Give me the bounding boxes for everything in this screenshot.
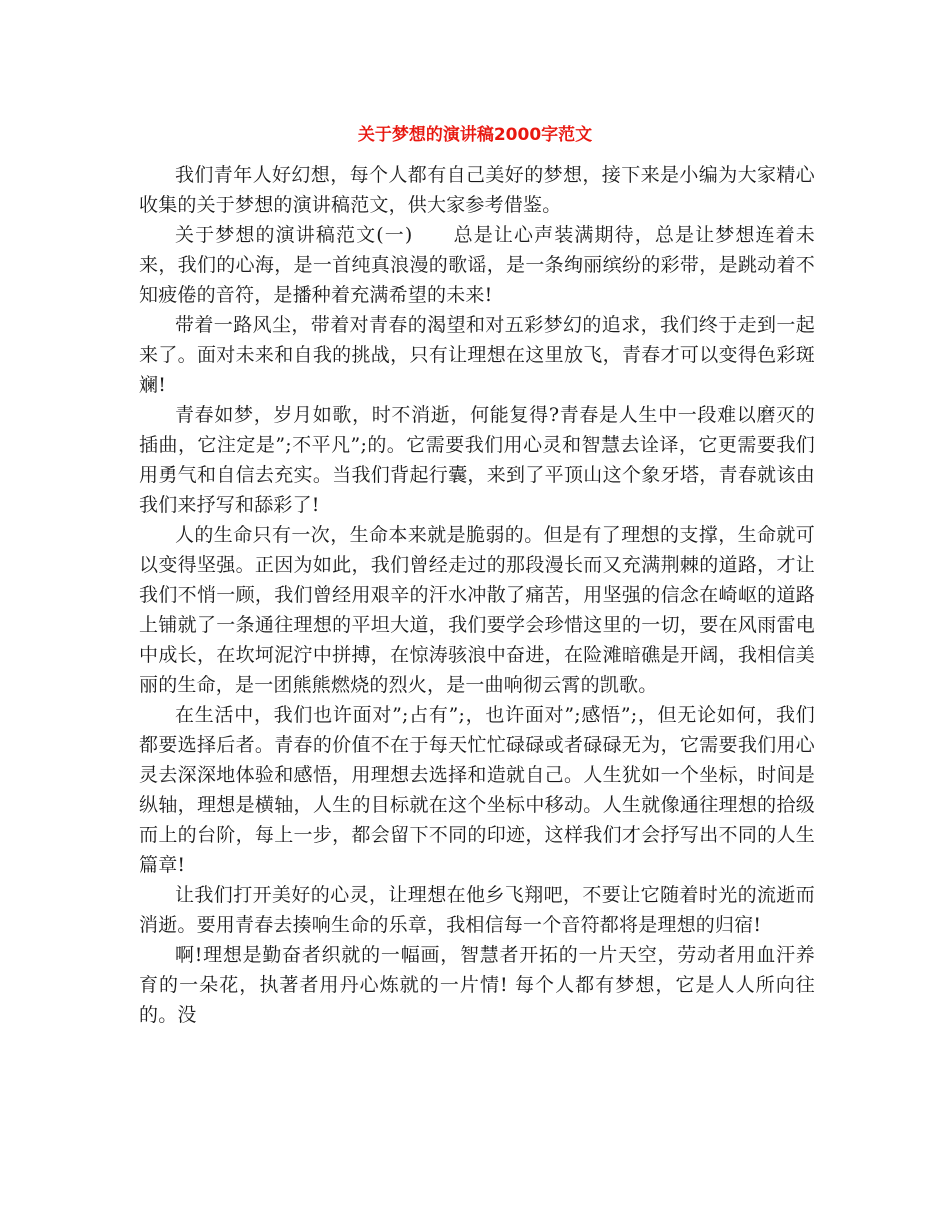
paragraph-ideal-painting: 啊!理想是勤奋者织就的一幅画，智慧者开拓的一片天空，劳动者用血汗养育的一朵花，执著者用丹心炼就的一片情! 每个人都有梦想，它是人人所向往的。没 bbox=[139, 944, 815, 1026]
paragraph-youth-dream: 青春如梦，岁月如歌，时不消逝，何能复得?青春是人生中一段难以磨灭的插曲，它注定是”;不平凡”;的。它需要我们用心灵和智慧去诠译，它更需要我们用勇气和自信去充实。当我们背起行囊，来到了平顶山这个象牙塔，青春就该由我们来抒写和舔彩了! bbox=[139, 404, 815, 516]
paragraph-choice: 在生活中，我们也许面对”;占有”;，也许面对”;感悟”;，但无论如何，我们都要选择后者。青春的价值不在于每天忙忙碌碌或者碌碌无为，它需要我们用心灵去深深地体验和感悟，用理想去选择和造就自己。人生犹如一个坐标，时间是纵轴，理想是横轴，人生的目标就在这个坐标中移动。人生就像通往理想的拾级而上的台阶，每上一步，都会留下不同的印迹，这样我们才会抒写出不同的人生篇章! bbox=[139, 704, 815, 876]
document-body bbox=[139, 160, 815, 1030]
paragraph-life-once: 人的生命只有一次，生命本来就是脆弱的。但是有了理想的支撑，生命就可以变得坚强。正因为如此，我们曾经走过的那段漫长而又充满荆棘的道路，才让我们不悄一顾，我们曾经用艰辛的汗水冲散了痛苦，用坚强的信念在崎岖的道路上铺就了一条通往理想的平坦大道，我们要学会珍惜这里的一切，要在风雨雷电中成长，在坎坷泥泞中拼搏，在惊涛骇浪中奋进，在险滩暗礁是开阔，我相信美丽的生命，是一团熊熊燃烧的烈火，是一曲响彻云霄的凯歌。 bbox=[139, 524, 815, 696]
paragraph-journey: 带着一路风尘，带着对青春的渴望和对五彩梦幻的追求，我们终于走到一起来了。面对未来和自我的挑战，只有让理想在这里放飞，青春才可以变得色彩斑斓! bbox=[139, 314, 815, 396]
paragraph-sample-one: 关于梦想的演讲稿范文(一) 总是让心声装满期待，总是让梦想连着未来，我们的心海，是一首纯真浪漫的歌谣，是一条绚丽缤纷的彩带，是跳动着不知疲倦的音符，是播种着充满希望的未来! bbox=[139, 224, 815, 306]
document-title: 关于梦想的演讲稿2000字范文 bbox=[357, 125, 593, 145]
paragraph-intro: 我们青年人好幻想，每个人都有自己美好的梦想，接下来是小编为大家精心收集的关于梦想的演讲稿范文，供大家参考借鉴。 bbox=[139, 164, 815, 216]
paragraph-open-heart: 让我们打开美好的心灵，让理想在他乡飞翔吧，不要让它随着时光的流逝而消逝。要用青春去揍响生命的乐章，我相信每一个音符都将是理想的归宿! bbox=[139, 884, 815, 936]
